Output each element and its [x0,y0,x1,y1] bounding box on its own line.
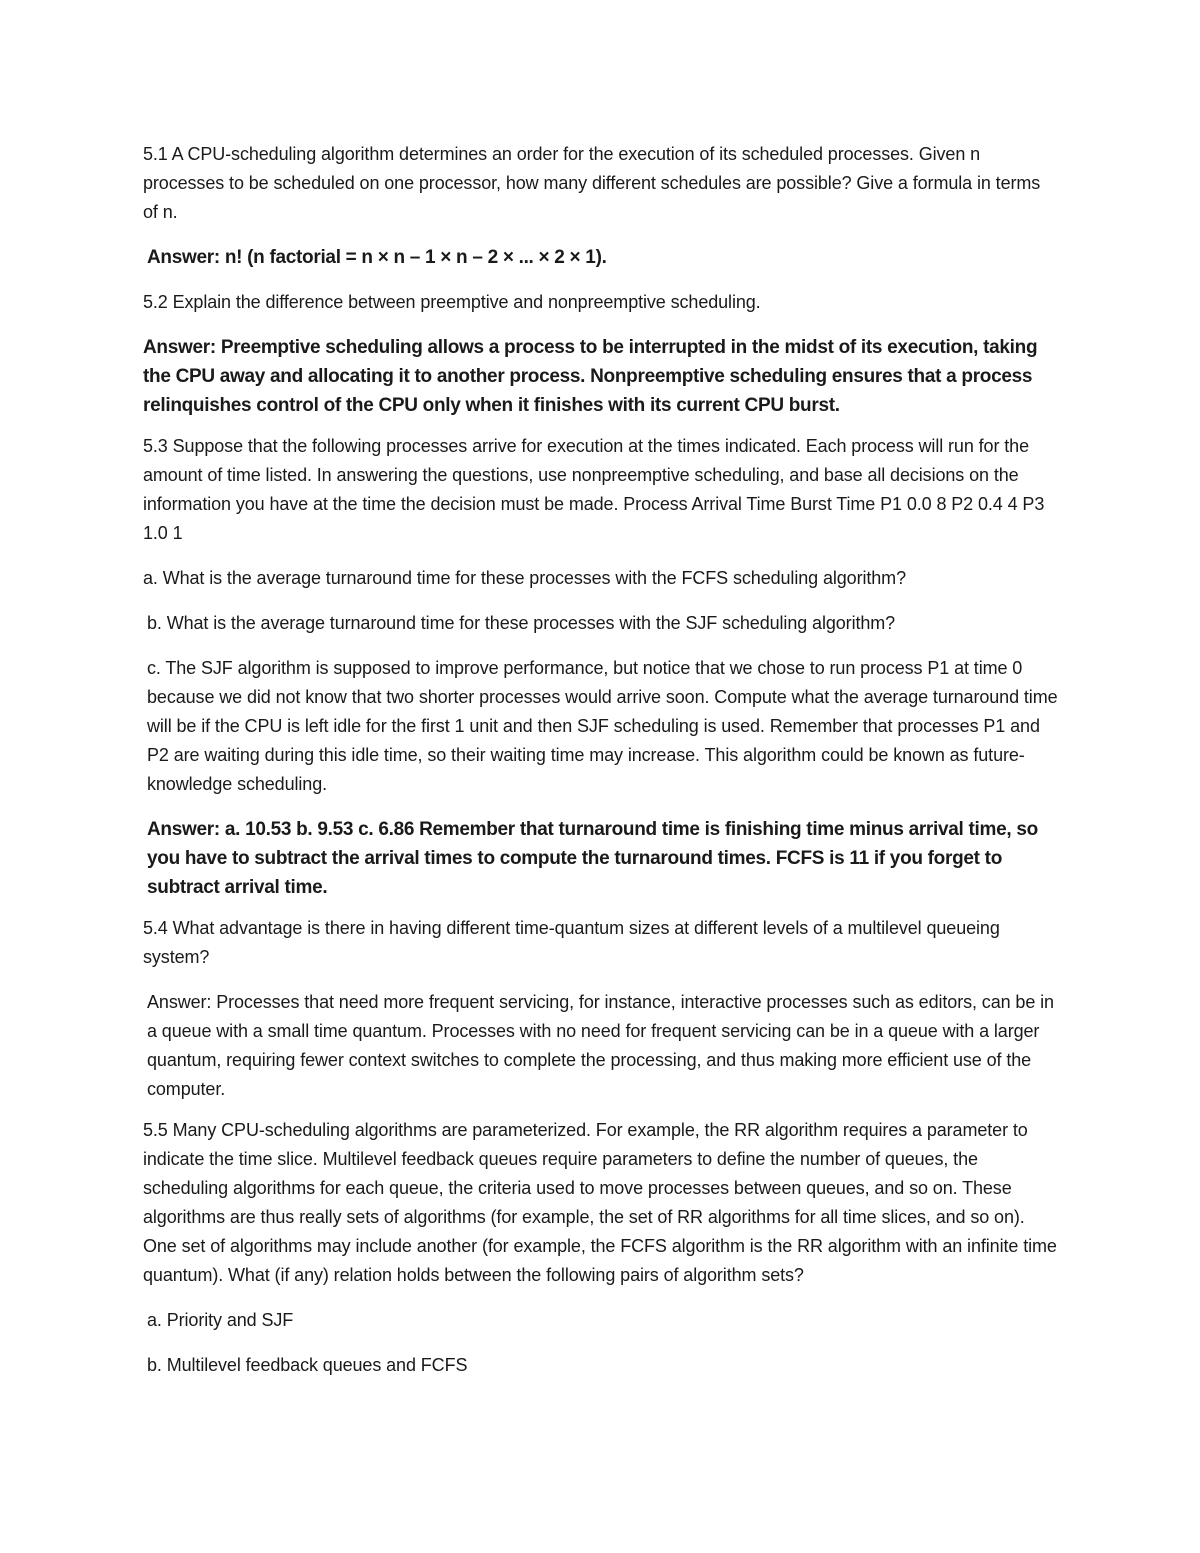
question-5-3-a: a. What is the average turnaround time for these processes with the FCFS scheduling algorithm? [143,568,906,588]
document-body [143,140,1059,1380]
question-5-3-c: c. The SJF algorithm is supposed to improve performance, but notice that we chose to run process P1 at time 0 because we did not know that two shorter processes would arrive soon. Compute what the average turnaround time will be if the CPU is left idle for the first 1 unit and then SJF scheduling is used. Remember that processes P1 and P2 are waiting during this idle time, so their waiting time may increase. This algorithm could be known as future-knowledge scheduling. [147,658,1058,794]
question-5-3-b: b. What is the average turnaround time for these processes with the SJF scheduling algorithm? [147,613,896,633]
question-5-3: 5.3 Suppose that the following processes arrive for execution at the times indicated. Each process will run for the amount of time listed. In answering the questions, use nonpreemptive scheduling, and base all decisions on the information you have at the time the decision must be made. Process Arrival Time Burst Time P1 0.0 8 P2 0.4 4 P3 1.0 1 [143,436,1045,543]
question-5-5: 5.5 Many CPU-scheduling algorithms are parameterized. For example, the RR algorithm requires a parameter to indicate the time slice. Multilevel feedback queues require parameters to define the number of queues, the scheduling algorithms for each queue, the criteria used to move processes between queues, and so on. These algorithms are thus really sets of algorithms (for example, the set of RR algorithms for all time slices, and so on). One set of algorithms may include another (for example, the FCFS algorithm is the RR algorithm with an infinite time quantum). What (if any) relation holds between the following pairs of algorithm sets? [143,1120,1057,1285]
question-5-4: 5.4 What advantage is there in having different time-quantum sizes at different levels of a multilevel queueing system? [143,918,1000,967]
answer-5-2: Answer: Preemptive scheduling allows a process to be interrupted in the midst of its execution, taking the CPU away and allocating it to another process. Nonpreemptive scheduling ensures that a process relinquishes control of the CPU only when it finishes with its current CPU burst. [143,337,1038,416]
question-5-5-b: b. Multilevel feedback queues and FCFS [147,1355,468,1375]
answer-5-1: Answer: n! (n factorial = n × n – 1 × n – 2 × ... × 2 × 1). [147,247,607,268]
question-5-2: 5.2 Explain the difference between preemptive and nonpreemptive scheduling. [143,292,761,312]
answer-5-4: Answer: Processes that need more frequent servicing, for instance, interactive processes such as editors, can be in a queue with a small time quantum. Processes with no need for frequent servicing can be in a queue with a larger quantum, requiring fewer context switches to complete the processing, and thus making more efficient use of the computer. [147,992,1054,1099]
answer-5-3: Answer: a. 10.53 b. 9.53 c. 6.86 Remember that turnaround time is finishing time minus arrival time, so you have to subtract the arrival times to compute the turnaround times. FCFS is 11 if you forget to subtract arrival time. [147,819,1038,898]
question-5-5-a: a. Priority and SJF [147,1310,294,1330]
question-5-1: 5.1 A CPU-scheduling algorithm determines an order for the execution of its scheduled processes. Given n processes to be scheduled on one processor, how many different schedules are possible? Give a formula in terms of n. [143,144,1041,222]
